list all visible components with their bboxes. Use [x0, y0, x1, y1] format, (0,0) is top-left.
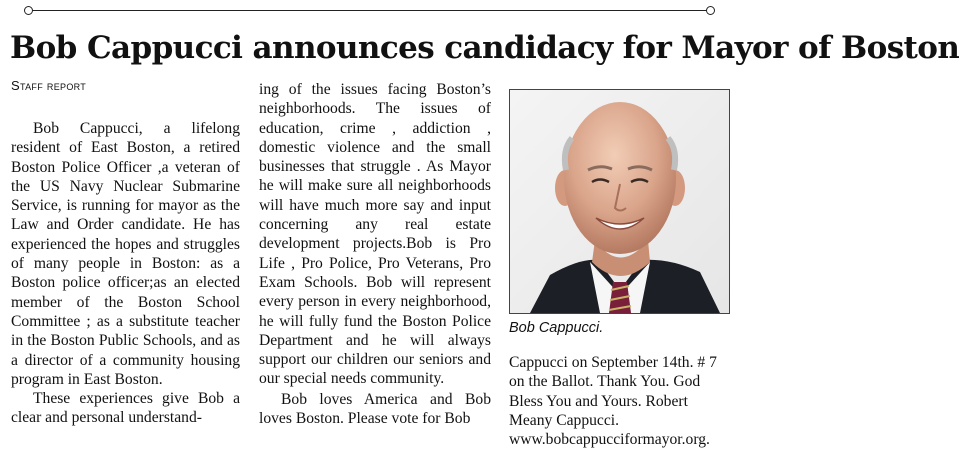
article-column-1: [11, 119, 240, 428]
top-ornament-rule: [32, 10, 707, 11]
paragraph-3: Bob loves America and Bob loves Boston. Please vote for Bob: [259, 390, 491, 428]
paragraph-2-start: These experiences give Bob a clear and personal understand-: [11, 390, 240, 427]
article-column-3: [509, 353, 728, 449]
paragraph-2-continued: ing of the issues facing Boston’s neighborhoods. The issues of education, crime , addiction , domestic violence and the small businesses that struggle . As Mayor he will make sure all neighborhoods will have much more say and input concerning any real estate development projects.Bob is Pro Life , Pro Police, Pro Veterans, Pro Exam Schools. Bob will represent every person in every neighborhood, he will fully fund the Boston Police Department and he will always support our children our seniors and our special needs community.: [259, 81, 491, 388]
byline: Staff report: [11, 78, 87, 93]
paragraph-3-continued: Cappucci on September 14th. # 7 on the Ballot. Thank You. God Bless You and Yours. Robert Meany Cappucci. www.bobcappucciformayor.org.: [509, 354, 717, 449]
headline: Bob Cappucci announces candidacy for Mayor of Boston: [10, 30, 959, 66]
portrait-illustration: [510, 90, 729, 313]
paragraph-1: Bob Cappucci, a lifelong resident of East Boston, a retired Boston Police Officer ,a veteran of the US Navy Nuclear Submarine Service, is running for mayor as the Law and Order candidate. He has experienced the hopes and struggles of many people in Boston: as a Boston police officer;as an elected member of the Boston School Committee ; as a substitute teacher in the Boston Public Schools, and as a director of a community housing program in East Boston.: [11, 120, 240, 388]
article-column-2: [259, 80, 491, 428]
candidate-photo: [509, 89, 730, 314]
photo-caption: Bob Cappucci.: [509, 320, 604, 336]
